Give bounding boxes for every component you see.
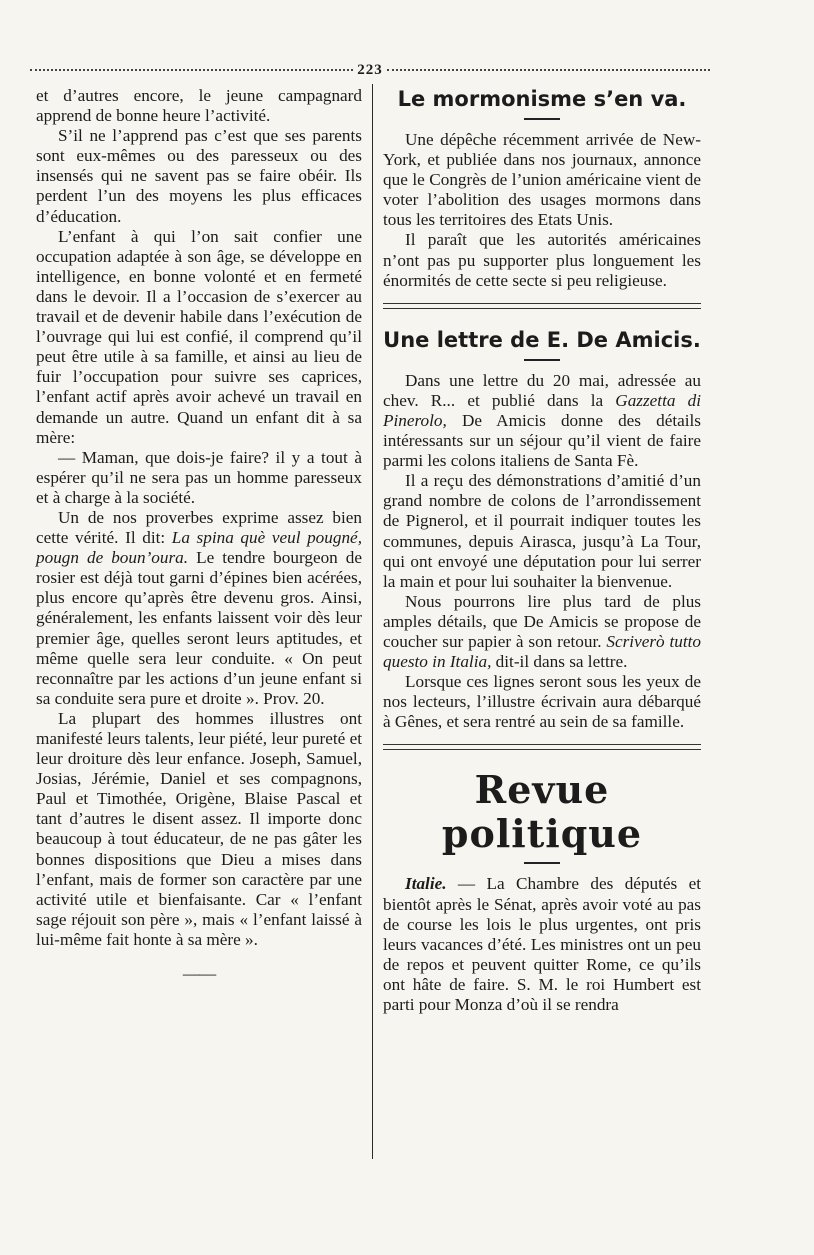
text-run: Nous pourrons lire plus tard de plus amples détails, que De Amicis se propose de coucher sur papier à son retour. [383,591,701,651]
header-ornament-left [30,69,353,71]
end-dash: —— [182,964,216,984]
page-number: 223 [357,61,383,78]
proverb-quote: La spina què veul pougné, pougn de boun’oura. [36,528,362,568]
article-title-mormonisme: Le mormonisme s’en va. [397,87,687,111]
paragraph: Il paraît que les autorités américaines n’ont pas pu supporter plus longuement les énormités de cette secte si peu religieuse. [383,230,701,290]
text-run: Dans une lettre du 20 mai, adressée au chev. R... et publié dans la [383,370,701,410]
paragraph: S’il ne l’apprend pas c’est que ses parents sont eux-mêmes ou des paresseux ou des insensés qui ne savent pas se faire obéir. Ils perdent l’un des moyens les plus efficaces d’éducation. [36,126,362,226]
proverb-explanation: Le tendre bourgeon de rosier est déjà tout garni d’épines bien acérées, plus encore qu’après être devenu gros. Ainsi, généralement, les enfants laissent voir dès leur premier âge, quelles seront leurs aptitudes, et même quelle sera leur conduite. « On peut reconnaître par les actions d’un jeune enfant si sa conduite sera pure et droite ». Prov. 20. [36,548,362,708]
header-ornament-right [387,69,710,71]
title-dash [524,118,560,120]
paragraph [383,371,701,471]
paragraph: L’enfant à qui l’on sait confier une occupation adaptée à son âge, se développe en intelligence, en bonne volonté et en fermeté dans le devoir. Il a l’occasion de s’exercer au travail et de devenir habile dans l’exécution de l’ouvrage qui lui est confié, il comprend qu’il peut être utile à sa famille, et ainsi au lieu de fuir l’occupation pour suivre ses caprices, l’enfant actif après avoir achevé un travail en demande un autre. Quand un enfant dit à sa mère: [36,226,362,447]
left-column [36,86,362,984]
paragraph: — Maman, que dois-je faire? il y a tout à espérer qu’il ne sera pas un homme paresseux et à charge à la société. [36,447,362,507]
proverb-paragraph [36,508,362,709]
proverb-intro: Un de nos proverbes exprime assez bien cette vérité. Il dit: [36,507,362,548]
paragraph [383,874,701,1015]
title-dash [524,359,560,361]
italian-quote: Scriverò tutto questo in Italia, [383,631,701,672]
paragraph: La plupart des hommes illustres ont manifesté leurs talents, leur piété, leur pureté et leur droiture dès leur enfance. Joseph, Samuel, Josias, Jérémie, Daniel et ses compagnons, Paul et Timothée, Origène, Blaise Pascal et tant d’autres le disent assez. Il importe donc beaucoup à tout éducateur, de ne pas gâter les bonnes dispositions que Dieu a mises dans l’enfant, mais de former son caractère par une activité utile et bienfaisante. Car « l’enfant sage réjouit son père », mais « l’enfant laissé à lui-même fait honte à sa mère ». [36,708,362,949]
title-dash [524,862,560,864]
column-divider [372,84,373,1159]
text-run: dit-il dans sa lettre. [491,652,628,672]
paragraph [383,592,701,672]
text-run: De Amicis donne des détails intéressants sur un séjour qu’il vient de faire parmi les colons italiens de Santa Fè. [383,410,701,471]
paragraph: Il a reçu des démonstrations d’amitié d’un grand nombre de colons de l’arrondissement de Pignerol, et il pourrait indiquer toutes les communes, depuis Airasca, jusqu’à La Tour, qui ont envoyé une députation pour lui serrer la main et pour lui souhaiter la bienvenue. [383,471,701,591]
article-title-de-amicis: Une lettre de E. De Amicis. [383,327,701,352]
right-column [383,86,701,1015]
paragraph: et d’autres encore, le jeune campagnard apprend de bonne heure l’activité. [36,86,362,126]
paragraph: Lorsque ces lignes seront sous les yeux de nos lecteurs, l’illustre écrivain aura débarqué à Gênes, et sera rentré au sein de sa famille. [383,672,701,732]
text-run: — La Chambre des députés et bientôt après le Sénat, après avoir voté au pas de course les lois le plus urgentes, ont pris leurs vacances d’été. Les ministres ont un peu de repos et peuvent quitter Rome, ce qu’ils ont hâte de faire. S. M. le roi Humbert est parti pour Monza d’où il se rendra [383,874,701,1014]
country-runin: Italie. [405,874,447,894]
paragraph: Une dépêche récemment arrivée de New-York, et publiée dans nos journaux, annonce que le Congrès de l’union américaine vient de voter l’abolition des usages mormons dans tous les territoires des Etats Unis. [383,130,701,230]
page-header [30,61,710,78]
section-separator [383,303,701,309]
section-title-revue-politique: Revue politique [441,767,643,857]
newspaper-name: Gazzetta di Pinerolo, [383,390,701,430]
section-separator [383,744,701,750]
